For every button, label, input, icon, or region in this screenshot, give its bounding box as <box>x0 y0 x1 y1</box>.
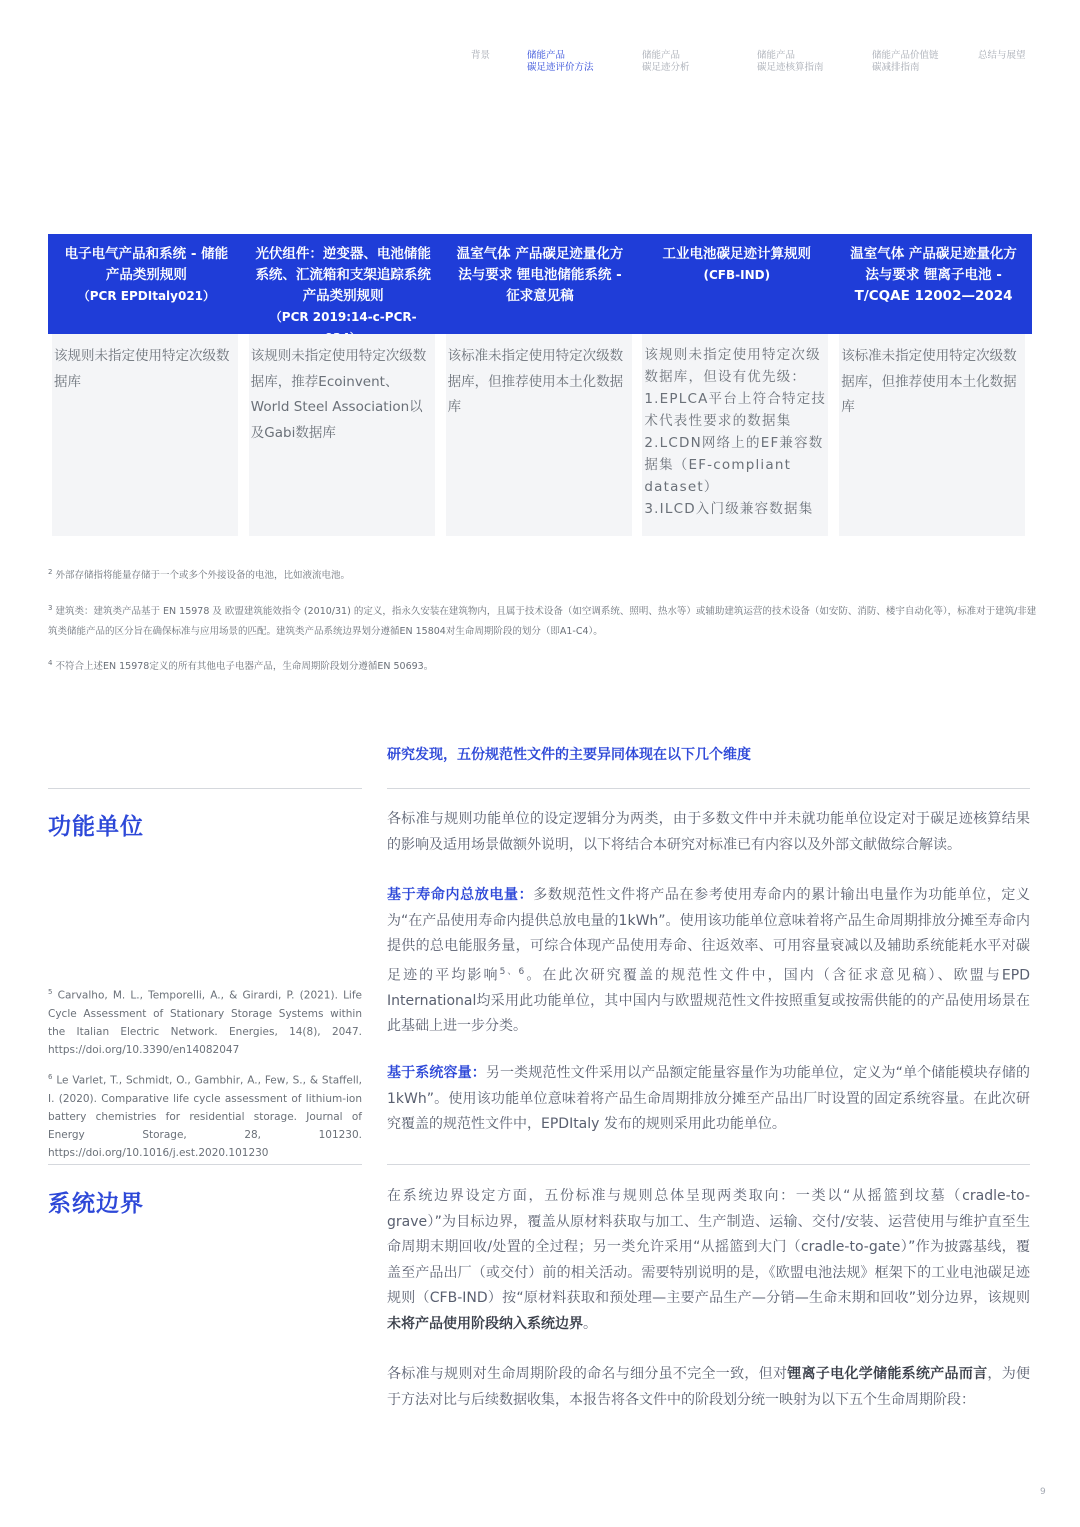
divider <box>48 1164 362 1165</box>
reference-number: 6 <box>48 1073 53 1081</box>
table-cell: 该标准未指定使用特定次级数据库，但推荐使用本土化数据库 <box>835 334 1032 536</box>
cell-list-item: 1.EPLCA平台上符合特定技术代表性要求的数据集 <box>644 391 827 429</box>
section-title-system-boundary: 系统边界 <box>48 1191 144 1217</box>
emphasis-text: 未将产品使用阶段纳入系统边界 <box>387 1315 583 1332</box>
nav-item-background[interactable]: 背景 <box>471 50 491 61</box>
system-boundary-paragraph <box>387 1184 1030 1337</box>
paragraph-text: 在系统边界设定方面，五份标准与规则总体呈现两类取向：一类以“从摇篮到坟墓（cradle-to-grave）”为目标边界，覆盖从原材料获取与加工、生产制造、运输、交付/安装、运营使用与维护直至生命周期末期回收/处置的全过程；另一类允许采用“从摇篮到大门（cradle-to-gate）”作为披露基线，覆盖至产品出厂（或交付）前的相关活动。需要特别说明的是，《欧盟电池法规》框架下的工业电池碳足迹规则（CFB-IND）按“原材料获取和预处理—主要产品生产—分销—生命末期和回收”划分边界，该规则 <box>387 1188 1030 1306</box>
paragraph-text: 另一类规范性文件采用以产品额定能量容量作为功能单位，定义为“单个储能模块存储的1kWh”。使用该功能单位意味着将产品生命周期排放分摊至产品出厂时设置的固定系统容量。在此次研究覆盖的规范性文件中，EPDItaly 发布的规则采用此功能单位。 <box>387 1065 1030 1132</box>
divider <box>387 1164 1030 1165</box>
reference-text: Carvalho, M. L., Temporelli, A., & Girardi, P. (2021). Life Cycle Assessment of Stationary Storage Systems within the Italian Electric Network. Energies, 14(8), 2047. https://doi.org/10.3390/en14082047 <box>48 989 363 1056</box>
header-title: 电子电气产品和系统 - 储能产品类别规则 <box>64 246 229 283</box>
paragraph-text: ，为便于方法对比与后续数据收集，本报告将各文件中的阶段划分统一映射为以下五个生命周期阶段： <box>387 1366 1031 1408</box>
table-header-row <box>48 234 1032 334</box>
paragraph-text: 各标准与规则对生命周期阶段的命名与细分虽不完全一致，但对 <box>387 1366 788 1382</box>
footnote-text: 建筑类：建筑类产品基于 EN 15978 及 欧盟建筑能效指令 (2010/31) 的定义，指永久安装在建筑物内，且属于技术设备（如空调系统、照明、热水等）或辅助建筑运营的技术设备（如安防、消防、楼宇自动化等），标准对于建筑/非建筑类储能产品的区分旨在确保标准与应用场景的匹配。建筑类产品系统边界划分遵循EN 15804对生命周期阶段的划分（即A1-C4）。 <box>48 606 1037 638</box>
table-cell: 该规则未指定使用特定次级数据库，推荐Ecoinvent、World Steel Association以及Gabi数据库 <box>245 334 442 536</box>
term-capacity: 基于系统容量： <box>387 1065 486 1081</box>
reference-number: 5 <box>48 988 53 996</box>
footnote <box>48 562 1038 586</box>
table-row <box>48 334 1032 536</box>
nav-item-reduction-guide[interactable]: 储能产品价值链 碳减排指南 <box>872 50 939 73</box>
term-discharge: 基于寿命内总放电量： <box>387 887 534 903</box>
header-subtitle: （PCR 2019:14-c-PCR- <box>269 310 417 324</box>
table-header-cell <box>835 234 1032 334</box>
emphasis-text: 锂离子电化学储能系统产品而言 <box>787 1366 988 1382</box>
reference-entry <box>48 983 362 1059</box>
cell-intro: 该规则未指定使用特定次级数据库，但设有优先级： <box>644 347 821 385</box>
paragraph-text: 多数规范性文件将产品在参考使用寿命内的累计输出电量作为功能单位，定义为“在产品使用寿命内提供总放电量的1kWh”。使用该功能单位意味着将产品生命周期排放分摊至寿命内提供的总电能服务量，可综合体现产品使用寿命、往返效率、可用容量衰减以及辅助系统能耗水平对碳足迹的平均影响 <box>387 887 1031 984</box>
paragraph-text: 。 <box>583 1315 597 1332</box>
footnote-number: 3 <box>48 604 53 612</box>
footnote-text: 不符合上述EN 15978定义的所有其他电子电器产品，生命周期阶段划分遵循EN 50693。 <box>55 661 434 673</box>
citation-marker: 5、6 <box>499 966 525 977</box>
paragraph-text: 。在此次研究覆盖的规范性文件中，国内（含征求意见稿）、欧盟与EPD International均采用此功能单位，其中国内与欧盟规范性文件按照重复或按需供能的的产品使用场景在此基础上进一步分类。 <box>387 967 1031 1035</box>
header-subtitle: (CFB-IND) <box>703 268 771 282</box>
standards-comparison-table <box>48 234 1032 536</box>
nav-item-footprint-analysis[interactable]: 储能产品 碳足迹分析 <box>642 50 690 73</box>
divider <box>48 788 362 789</box>
functional-unit-capacity <box>387 1061 1030 1138</box>
footnote <box>48 653 1038 677</box>
footnote-number: 4 <box>48 659 53 667</box>
header-title: 温室气体 产品碳足迹量化方法与要求 锂离子电池 - T/CQAE 12002—2024 <box>850 246 1017 304</box>
footnote-number: 2 <box>48 568 53 576</box>
header-title: 温室气体 产品碳足迹量化方法与要求 锂电池储能系统 - 征求意见稿 <box>456 246 624 304</box>
table-header-cell <box>638 234 835 334</box>
table-header-cell <box>48 234 245 334</box>
nav-item-summary[interactable]: 总结与展望 <box>978 50 1026 61</box>
table-cell: 该标准未指定使用特定次级数据库，但推荐使用本土化数据库 <box>442 334 639 536</box>
nav-item-evaluation-method[interactable]: 储能产品 碳足迹评价方法 <box>527 50 594 73</box>
header-title: 光伏组件：逆变器、电池储能系统、汇流箱和支架追踪系统 产品类别规则 <box>255 246 431 304</box>
reference-entry <box>48 1068 362 1162</box>
section-title-functional-unit: 功能单位 <box>48 814 144 840</box>
header-subtitle: （PCR EPDItaly021） <box>77 289 216 303</box>
functional-unit-intro: 各标准与规则功能单位的设定逻辑分为两类，由于多数文件中并未就功能单位设定对于碳足迹核算结果的影响及适用场景做额外说明，以下将结合本研究对标准已有内容以及外部文献做综合解读。 <box>387 811 1030 853</box>
footnote-text: 外部存储指将能量存储于一个或多个外接设备的电池，比如液流电池。 <box>55 570 351 582</box>
header-title: 工业电池碳足迹计算规则 <box>662 246 812 262</box>
page-number: 9 <box>1040 1487 1046 1497</box>
lifecycle-stage-paragraph <box>387 1362 1030 1413</box>
divider <box>387 788 1030 789</box>
table-cell: 该规则未指定使用特定次级数据库 <box>48 334 245 536</box>
cell-list-item: 3.ILCD入门级兼容数据集 <box>644 501 814 517</box>
table-cell <box>638 334 835 536</box>
reference-text: Le Varlet, T., Schmidt, O., Gambhir, A., Few, S., & Staffell, I. (2020). Comparative life cycle assessment of lithium-ion battery chemistries for residential storage. Journal of Energy Storage, 28, 101230. https://doi.org/10.1016/j.est.2020.101230 <box>48 1074 362 1159</box>
functional-unit-discharge <box>387 883 1030 1040</box>
cell-list-item: 2.LCDN网络上的EF兼容数据集（EF-compliant dataset） <box>644 435 824 495</box>
table-header-cell <box>442 234 639 334</box>
research-heading: 研究发现，五份规范性文件的主要异同体现在以下几个维度 <box>387 747 751 763</box>
top-nav <box>0 50 1080 80</box>
table-header-cell <box>245 234 442 334</box>
nav-item-accounting-guide[interactable]: 储能产品 碳足迹核算指南 <box>757 50 824 73</box>
footnote <box>48 598 1038 642</box>
